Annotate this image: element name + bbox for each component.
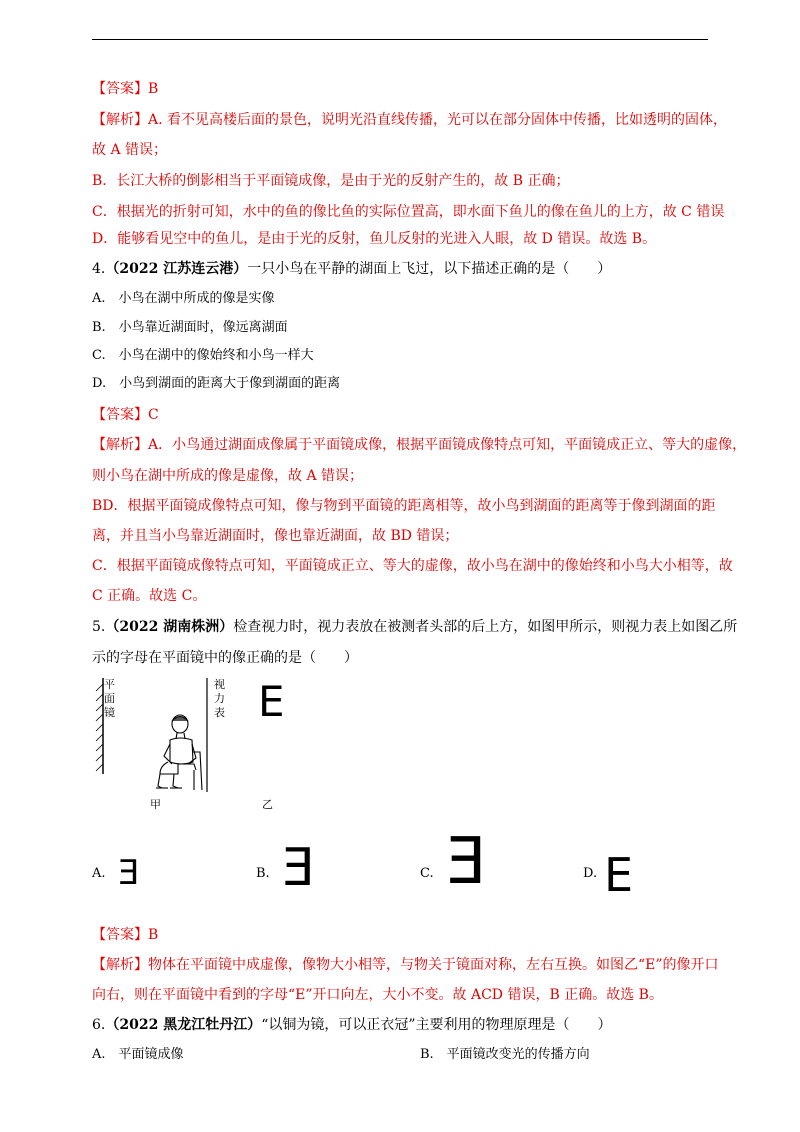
q5-analysis-line: 【解析】物体在平面镜中成虚像，像物大小相等，与物关于镜面对称，左右互换。如图乙“E”的像开口 <box>92 957 719 973</box>
header-rule <box>92 39 708 40</box>
q5-stem <box>92 617 737 637</box>
q4-option-b: B. 小鸟靠近湖面时，像远离湖面 <box>92 320 288 335</box>
q5-answer: 【答案】B <box>92 927 159 943</box>
figure-yi-letter: E <box>258 677 285 726</box>
q5-stem-text: 检查视力时，视力表放在被测者头部的后上方，如图甲所示，则视力表上如图乙所 <box>233 619 738 635</box>
figure-caption-yi: 乙 <box>262 798 273 811</box>
q5-option-c-glyph: E <box>446 825 487 899</box>
chart-wall-line <box>205 676 209 794</box>
q5-option-c-label: C. <box>420 866 434 881</box>
q4-analysis-line: 【解析】A．小鸟通过湖面成像属于平面镜成像，根据平面镜成像特点可知，平面镜成正立、等大的虚像， <box>92 437 747 453</box>
mirror-label: 平面镜 <box>104 678 115 719</box>
q5-option-b-label: B. <box>256 866 270 881</box>
q4-option-c: C. 小鸟在湖中的像始终和小鸟一样大 <box>92 348 314 363</box>
figure-caption-jia: 甲 <box>150 798 161 811</box>
q5-option-d-glyph: E <box>604 848 634 902</box>
q6-number: 6. <box>92 1017 106 1033</box>
q4-option-d: D. 小鸟到湖面的距离大于像到湖面的距离 <box>92 376 341 391</box>
person-illustration <box>148 712 210 796</box>
q5-number: 5. <box>92 619 106 635</box>
q5-analysis-line: 向右，则在平面镜中看到的字母“E”开口向左，大小不变。故 ACD 错误，B 正确。故选 B。 <box>92 987 663 1003</box>
q5-option-a-glyph: E <box>118 853 140 893</box>
q3-analysis-line: C．根据光的折射可知，水中的鱼的像比鱼的实际位置高，即水面下鱼儿的像在鱼儿的上方，故 C 错误 <box>92 204 725 220</box>
q4-analysis-line: BD．根据平面镜成像特点可知，像与物到平面镜的距离相等，故小鸟到湖面的距离等于像到湖面的距 <box>92 498 716 514</box>
q4-answer: 【答案】C <box>92 407 159 423</box>
q4-analysis-line: 离，并且当小鸟靠近湖面时，像也靠近湖面，故 BD 错误； <box>92 528 459 544</box>
q5-option-b-glyph: E <box>282 838 315 898</box>
q3-analysis-line: 故 A 错误； <box>92 142 168 158</box>
q5-stem-line2: 示的字母在平面镜中的像正确的是（ ） <box>92 650 358 666</box>
q6-option-b: B. 平面镜改变光的传播方向 <box>420 1047 590 1062</box>
q3-analysis-line: B．长江大桥的倒影相当于平面镜成像，是由于光的反射产生的，故 B 正确； <box>92 173 570 189</box>
q4-stem <box>92 259 611 279</box>
q3-analysis-line: 【解析】A. 看不见高楼后面的景色，说明光沿直线传播，光可以在部分固体中传播，比如透明的固体， <box>92 112 728 128</box>
q3-analysis-line: D．能够看见空中的鱼儿，是由于光的反射，鱼儿反射的光进入人眼，故 D 错误。故选 B。 <box>92 231 657 247</box>
q5-option-d-label: D. <box>583 866 598 881</box>
q5-option-a-label: A. <box>92 866 106 881</box>
q4-option-a: A. 小鸟在湖中所成的像是实像 <box>92 291 275 306</box>
q4-source: （2022 江苏连云港） <box>105 261 248 277</box>
q4-stem-text: 一只小鸟在平静的湖面上飞过，以下描述正确的是（ ） <box>247 261 612 277</box>
q6-stem <box>92 1015 612 1035</box>
q6-stem-text: “以铜为镜，可以正衣冠”主要利用的物理原理是（ ） <box>261 1017 612 1033</box>
q5-source: （2022 湖南株洲） <box>105 619 234 635</box>
q4-analysis-line: 则小鸟在湖中所成的像是虚像，故 A 错误； <box>92 468 364 484</box>
q6-source: （2022 黑龙江牡丹江） <box>105 1017 262 1033</box>
q4-analysis-line: C．根据平面镜成像特点可知，平面镜成正立、等大的虚像，故小鸟在湖中的像始终和小鸟大小相等，故 <box>92 558 733 574</box>
q4-analysis-line: C 正确。故选 C。 <box>92 588 207 604</box>
q6-option-a: A. 平面镜成像 <box>92 1047 184 1062</box>
q4-number: 4. <box>92 261 106 277</box>
q3-answer: 【答案】B <box>92 81 159 97</box>
chart-label: 视力表 <box>214 678 225 719</box>
